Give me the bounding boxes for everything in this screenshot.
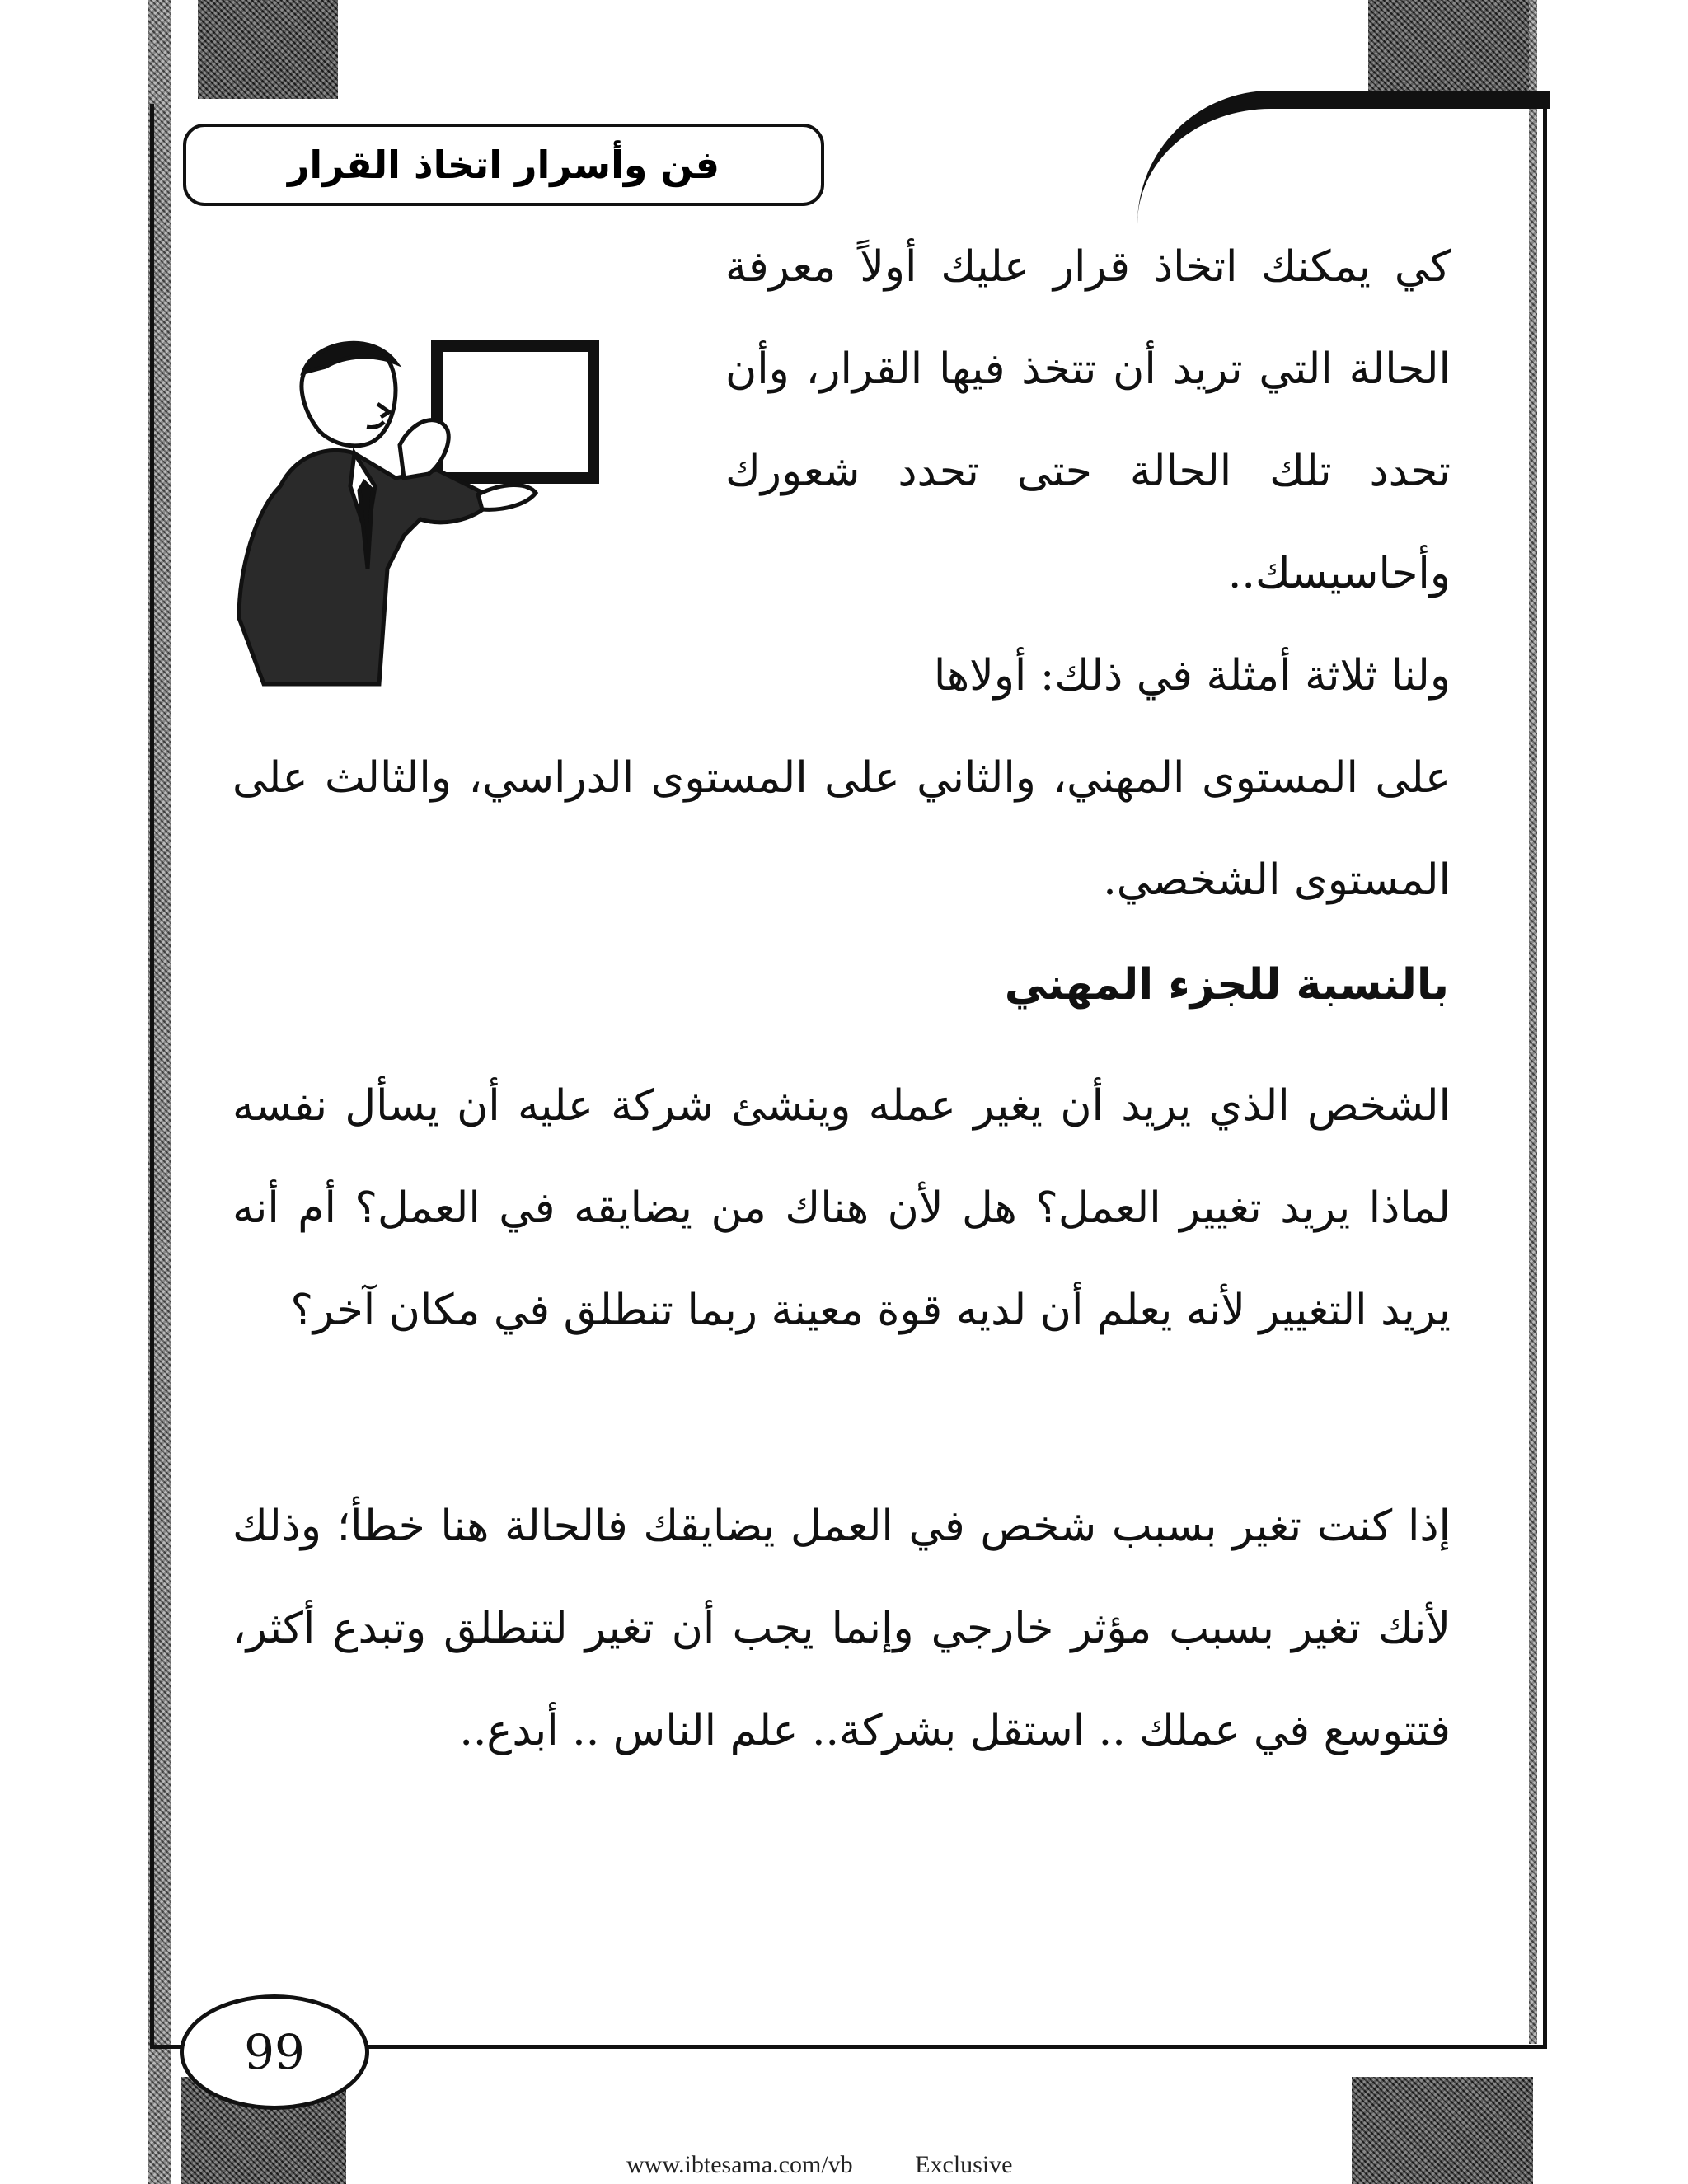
paragraph-intro-text: كي يمكنك اتخاذ قرار عليك أولاً معرفة الحالة التي تريد أن تتخذ فيها القرار، وأن تحدد تلك الحالة حتى تحدد شعورك وأحاسيسك.. — [725, 242, 1451, 598]
header-title-box — [183, 124, 824, 206]
footer-url[interactable]: www.ibtesama.com/vb — [626, 2151, 853, 2178]
paragraph-intro — [725, 216, 1451, 625]
page-number: 99 — [244, 2024, 305, 2080]
paragraph-examples-rest — [232, 727, 1451, 931]
footer-label: Exclusive — [915, 2151, 1013, 2178]
top-right-corner-texture — [1368, 0, 1533, 91]
footer — [626, 2151, 1068, 2179]
page-number-oval — [180, 1994, 369, 2110]
man-holding-frame-illustration — [231, 321, 709, 701]
header-arc-decoration — [1137, 91, 1550, 224]
paragraph-examples-rest-text: على المستوى المهني، والثاني على المستوى الدراسي، والثالث على المستوى الشخصي. — [232, 753, 1451, 905]
section-heading: بالنسبة للجزء المهني — [1004, 960, 1449, 1010]
top-left-corner-texture — [198, 0, 338, 99]
bottom-right-corner-texture — [1352, 2077, 1533, 2184]
paragraph-professional — [232, 1055, 1451, 1361]
paragraph-change-reason-text: إذا كنت تغير بسبب شخص في العمل يضايقك فالحالة هنا خطأ؛ وذلك لأنك تغير بسبب مؤثر خارجي وإنما يجب أن تغير لتنطلق وتبدع أكثر، فتتوسع في عملك .. استقل بشركة.. علم الناس .. أبدع.. — [232, 1502, 1451, 1755]
paragraph-professional-text: الشخص الذي يريد أن يغير عمله وينشئ شركة عليه أن يسأل نفسه لماذا يريد تغيير العمل؟ هل لأن هناك من يضايقه في العمل؟ أم أنه يريد التغيير لأنه يعلم أن لديه قوة معينة ربما تنطلق في مكان آخر؟ — [232, 1081, 1451, 1335]
page-title: فن وأسرار اتخاذ القرار — [287, 143, 720, 187]
paragraph-examples-start-text: ولنا ثلاثة أمثلة في ذلك: أولاها — [933, 651, 1451, 701]
paragraph-change-reason — [232, 1475, 1451, 1782]
paragraph-examples-start — [725, 625, 1451, 727]
